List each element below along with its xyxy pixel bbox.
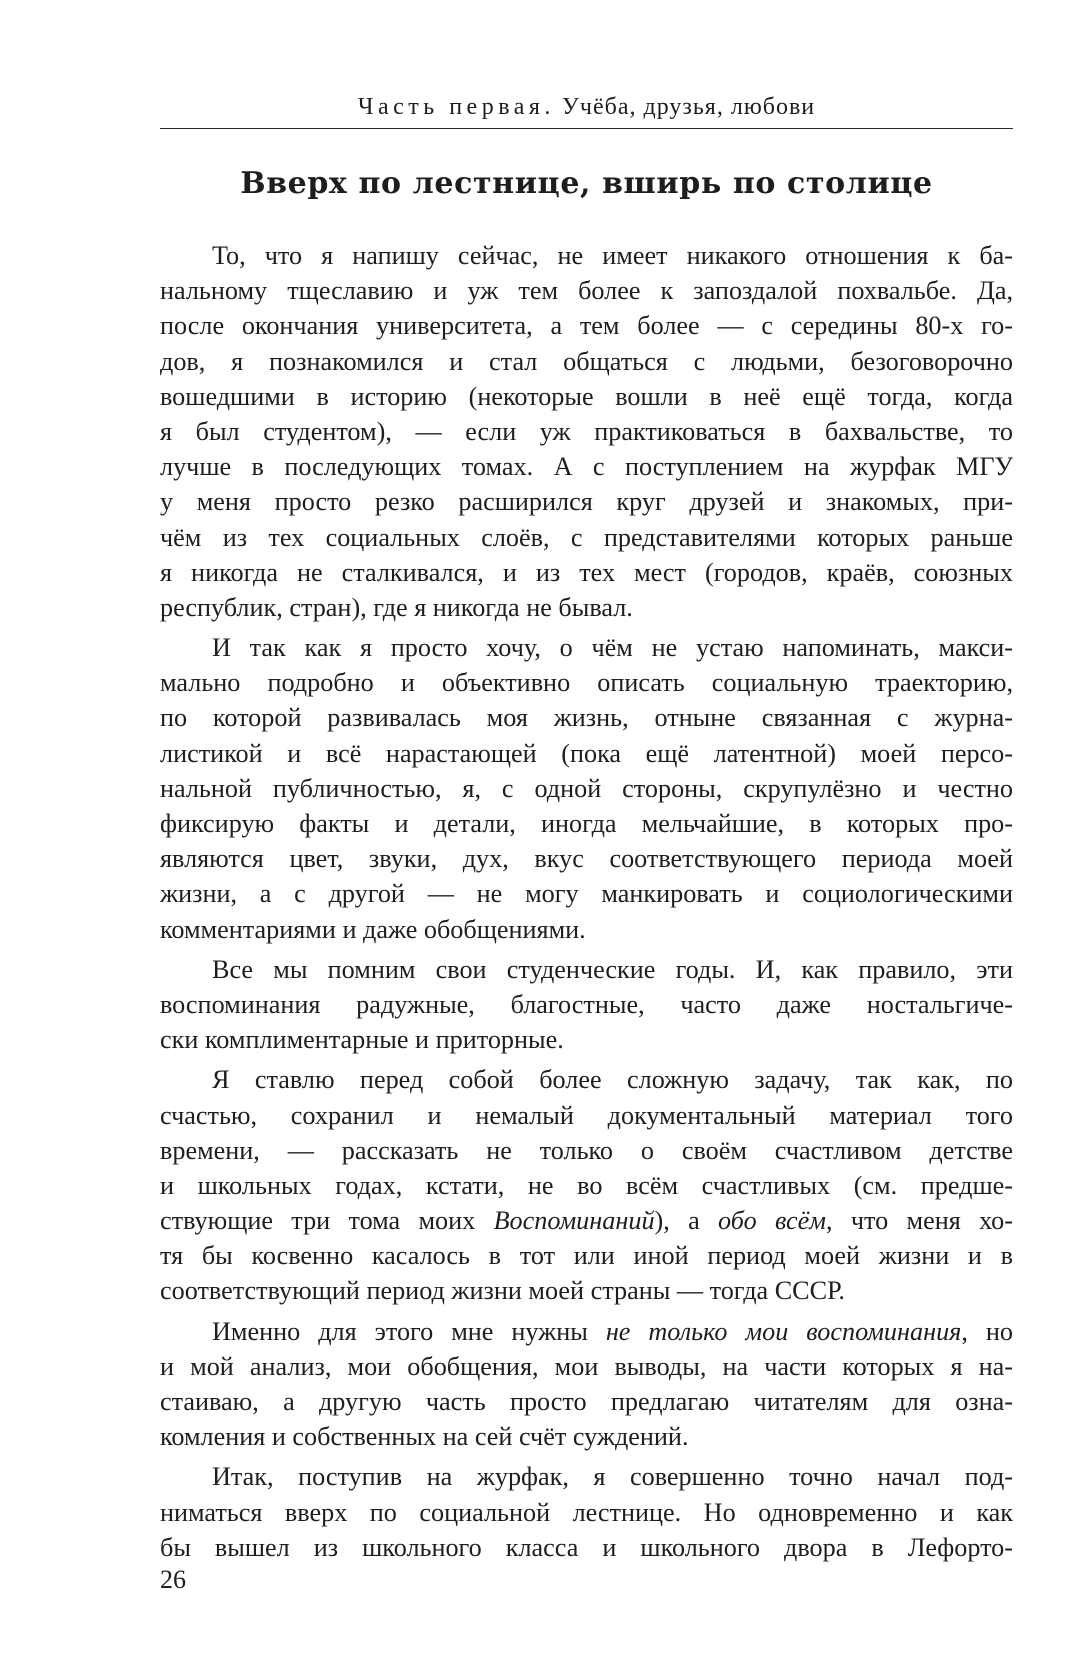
text-line	[160, 1203, 1013, 1238]
text-line: нальному тщеславию и уж тем более к запоздалой похвальбе. Да,	[160, 276, 1013, 306]
text-run: Именно для этого мне нужны	[212, 1316, 606, 1346]
text-line: и школьных годах, кстати, не во всём счастливых (см. предше-	[160, 1170, 1013, 1200]
running-header-part: Часть первая.	[357, 94, 555, 120]
text-line: листикой и всё нарастающей (пока ещё латентной) моей персо-	[160, 738, 1013, 768]
text-line: счастью, сохранил и немалый документальный материал того	[160, 1100, 1013, 1130]
text-line: Итак, поступив на журфак, я совершенно точно начал под-	[212, 1462, 1013, 1492]
text-line: дов, я познакомился и стал общаться с людьми, безоговорочно	[160, 346, 1013, 376]
italic-book-title: Воспоминаний	[493, 1206, 655, 1236]
text-line: мально подробно и объективно описать социальную траекторию,	[160, 668, 1013, 698]
paragraph	[160, 630, 1013, 947]
text-line: Я ставлю перед собой более сложную задачу, так как, по	[212, 1065, 1013, 1095]
text-line: чём из тех социальных слоёв, с представителями которых раньше	[160, 522, 1013, 552]
paragraph	[160, 952, 1013, 1058]
page-number: 26	[160, 1565, 186, 1594]
text-line: бы вышел из школьного класса и школьного двора в Лефорто-	[160, 1532, 1013, 1562]
text-line: стаиваю, а другую часть просто предлагаю читателям для озна-	[160, 1387, 1013, 1416]
text-line: воспоминания радужные, благостные, часто даже ностальгиче-	[160, 989, 1013, 1019]
italic-emphasis: не только мои воспоминания	[605, 1316, 962, 1346]
italic-emphasis: обо всём	[718, 1206, 826, 1236]
text-line: И так как я просто хочу, о чём не устаю напоминать, макси-	[212, 633, 1013, 663]
text-line: комления и собственных на сей счёт суждений.	[160, 1422, 689, 1452]
text-line: То, что я напишу сейчас, не имеет никакого отношения к ба-	[212, 241, 1013, 270]
text-line: комментариями и даже обобщениями.	[160, 914, 586, 944]
text-line: времени, — рассказать не только о своём счастливом детстве	[160, 1135, 1013, 1165]
text-line	[160, 1314, 1013, 1349]
text-line: республик, стран), где я никогда не бывал.	[160, 592, 633, 622]
text-line: после окончания университета, а тем более — с середины 80-х го-	[160, 311, 1013, 341]
text-line: тя бы косвенно касалось в тот или иной период моей жизни и в	[160, 1241, 1013, 1271]
text-line: вошедшими в историю (некоторые вошли в неё ещё тогда, когда	[160, 381, 1013, 411]
text-run: ствующие три тома моих	[160, 1206, 494, 1236]
text-line: соответствующий период жизни моей страны — тогда СССР.	[160, 1276, 845, 1306]
text-line: я был студентом), — если уж практиковаться в бахвальстве, то	[160, 416, 1013, 446]
running-header	[160, 92, 1013, 122]
text-run: ), а	[654, 1206, 719, 1236]
paragraph	[160, 1062, 1013, 1308]
paragraph	[160, 1314, 1013, 1455]
text-run: , что меня хо-	[826, 1206, 1013, 1236]
text-line: и мой анализ, мои обобщения, мои выводы, на части которых я на-	[160, 1351, 1013, 1381]
text-line: по которой развивалась моя жизнь, отныне связанная с журна-	[160, 703, 1013, 733]
text-line: Все мы помним свои студенческие годы. И, как правило, эти	[212, 954, 1013, 984]
text-line: лучше в последующих томах. А с поступлением на журфак МГУ	[160, 452, 1013, 482]
paragraph	[160, 1459, 1013, 1565]
text-line: ски комплиментарные и приторные.	[160, 1025, 564, 1055]
running-header-subtitle: Учёба, друзья, любови	[554, 94, 816, 120]
text-line: жизни, а с другой — не могу манкировать и социологическими	[160, 879, 1013, 909]
text-line: фиксирую факты и детали, иногда мельчайшие, в которых про-	[160, 809, 1013, 838]
text-line: я никогда не сталкивался, и из тех мест (городов, краёв, союзных	[160, 557, 1013, 587]
text-line: у меня просто резко расширился круг друзей и знакомых, при-	[160, 487, 1013, 517]
text-run: , но	[961, 1316, 1013, 1346]
chapter-title: Вверх по лестнице, вширь по столице	[240, 166, 933, 201]
text-line: ниматься вверх по социальной лестнице. Но одновременно и как	[160, 1497, 1013, 1527]
body-text	[160, 238, 1013, 1565]
text-line: являются цвет, звуки, дух, вкус соответствующего периода моей	[160, 844, 1013, 874]
paragraph	[160, 238, 1013, 625]
header-divider	[160, 128, 1013, 129]
text-line: нальной публичностью, я, с одной стороны, скрупулёзно и честно	[160, 773, 1013, 803]
